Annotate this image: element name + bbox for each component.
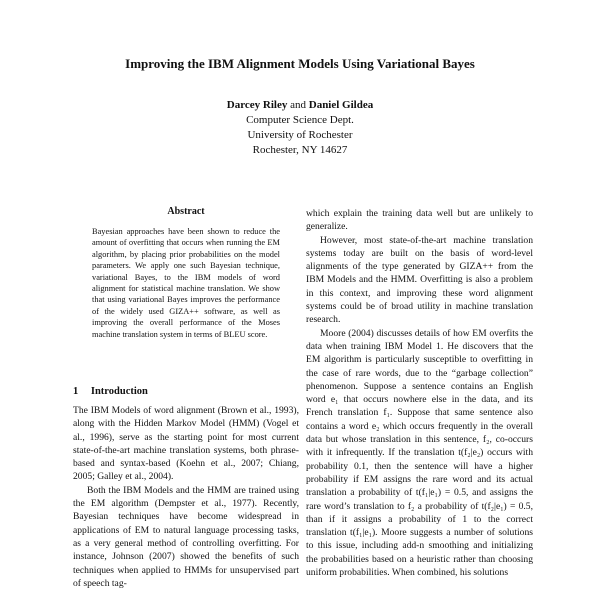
paper-title: Improving the IBM Alignment Models Using Variational Bayes [125, 56, 475, 71]
affiliation-dept: Computer Science Dept. [246, 114, 354, 126]
abstract-heading: Abstract [167, 206, 205, 217]
author-block [0, 98, 600, 158]
left-column-body [73, 404, 299, 590]
author-name: Daniel Gildea [308, 99, 374, 111]
right-column-body [306, 207, 533, 579]
intro-paragraph-2: Both the IBM Models and the HMM are trained using the EM algorithm (Dempster et al., 1977). Recently, Bayesian techniques have become widespread in applications of EM to natural language processing tasks, as a very general method of controlling overfitting. For instance, Johnson (2007) showed the benefits of such techniques when applied to HMMs for unsupervised part of speech tag- [73, 484, 299, 589]
section-heading [73, 386, 148, 397]
affiliation-address: Rochester, NY 14627 [252, 144, 348, 156]
affiliation-university: University of Rochester [247, 129, 353, 141]
right-paragraph-1: However, most state-of-the-art machine translation systems today are built on the basis of word-level alignments of the type generated by GIZA++ from the IBM Models and the HMM. Overfitting is also a problem in this context, and improving these word alignment systems could be of broad utility in machine translation research. [306, 234, 533, 326]
right-paragraph-2: Moore (2004) discusses details of how EM overfits the data when training IBM Model 1. He discovers that the EM algorithm is particularly susceptible to overfitting in the case of rare words, due to the “garbage collection” phenomenon. Suppose a sentence contains an English word e₁ that occurs nowhere else in the data, and its French translation f₁. Suppose that same sentence also contains a word e₂ which occurs frequently in the overall data but whose translation in this sentence, f₂, co-occurs with it infrequently. If the translation t(f₂|e₂) occurs with probability 0.1, then the sentence will have a higher probability if EM assigns the rare word and its actual translation a probability of t(f₁|e₁) = 0.5, and assigns the rare word’s translation to f₂ a probability of t(f₂|e₁) = 0.5, than if it assigns a probability of 1 to the correct translation t(f₁|e₁). Moore suggests a number of solutions to this issue, including add-n smoothing and initializing the probabilities based on a heuristic rather than choosing uniform probabilities. When combined, his solutions [306, 327, 533, 579]
intro-paragraph-1: The IBM Models of word alignment (Brown et al., 1993), along with the Hidden Markov Model (HMM) (Vogel et al., 1996), serve as the starting point for most current state-of-the-art machine translation systems, both phrase-based and syntax-based (Koehn et al., 2007; Chiang, 2005; Galley et al., 2004). [73, 405, 299, 483]
author-conjunction: and [290, 99, 306, 111]
author-line [0, 98, 600, 113]
author-name: Darcey Riley [226, 99, 288, 111]
section-number: 1 [73, 386, 79, 397]
continued-paragraph: which explain the training data well but are unlikely to generalize. [306, 208, 533, 233]
section-title: Introduction [90, 386, 148, 397]
abstract-text: Bayesian approaches have been shown to reduce the amount of overfitting that occurs when running the EM algorithm, by placing prior probabilities on the model parameters. We apply one such Bayesian technique, variational Bayes, to the IBM models of word alignment for statistical machine translation. We show that using variational Bayes improves the performance of the widely used GIZA++ software, as well as improving the overall performance of the Moses machine translation system in terms of BLEU score. [92, 227, 280, 339]
